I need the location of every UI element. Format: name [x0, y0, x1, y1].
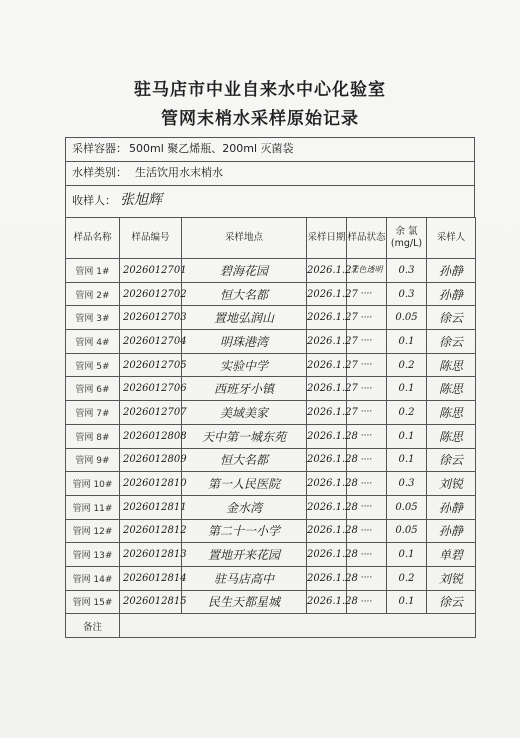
sample-state: ···· — [347, 353, 387, 377]
sample-state: ···· — [347, 472, 387, 496]
header-date: 采样日期 — [307, 218, 347, 259]
table-row — [66, 353, 476, 377]
sample-location: 恒大名都 — [182, 282, 307, 306]
residual-chlorine: 0.3 — [387, 259, 427, 283]
header-code: 样品编号 — [120, 218, 182, 259]
residual-chlorine: 0.1 — [387, 330, 427, 354]
table-row — [66, 566, 476, 590]
residual-chlorine: 0.1 — [387, 543, 427, 567]
sample-code: 2026012707 — [120, 401, 182, 425]
sample-name: 管网 2# — [66, 282, 120, 306]
sample-date: 2026.1.28 — [307, 495, 347, 519]
remark-label: 备注 — [66, 614, 120, 638]
table-header-row — [66, 218, 476, 259]
sample-state: ···· — [347, 330, 387, 354]
sample-location: 民生天都星城 — [182, 590, 307, 614]
sample-location: 置地弘润山 — [182, 306, 307, 330]
sampler-name: 陈思 — [427, 401, 476, 425]
sample-name: 管网 11# — [66, 495, 120, 519]
sample-state: ···· — [347, 590, 387, 614]
sample-table — [65, 217, 476, 638]
residual-chlorine: 0.3 — [387, 472, 427, 496]
receiver-signature: 张旭辉 — [120, 192, 162, 208]
sampler-name: 孙静 — [427, 282, 476, 306]
sample-name: 管网 9# — [66, 448, 120, 472]
sample-date: 2026.1.27 — [307, 330, 347, 354]
sampler-name: 徐云 — [427, 330, 476, 354]
table-row — [66, 495, 476, 519]
sample-code: 2026012705 — [120, 353, 182, 377]
receiver-row — [65, 185, 475, 217]
sampler-name: 陈思 — [427, 353, 476, 377]
residual-chlorine: 0.1 — [387, 377, 427, 401]
sample-state: ···· — [347, 448, 387, 472]
sample-state: ···· — [347, 282, 387, 306]
sample-code: 2026012808 — [120, 424, 182, 448]
sample-location: 金水湾 — [182, 495, 307, 519]
sampler-name: 孙静 — [427, 495, 476, 519]
sample-state: ···· — [347, 306, 387, 330]
sample-name: 管网 15# — [66, 590, 120, 614]
sample-location: 恒大名都 — [182, 448, 307, 472]
sample-date: 2026.1.28 — [307, 448, 347, 472]
sample-code: 2026012701 — [120, 259, 182, 283]
table-row — [66, 448, 476, 472]
sample-location: 第一人民医院 — [182, 472, 307, 496]
remark-value — [120, 614, 476, 638]
sample-name: 管网 5# — [66, 353, 120, 377]
residual-chlorine: 0.1 — [387, 590, 427, 614]
sample-date: 2026.1.28 — [307, 424, 347, 448]
residual-chlorine: 0.2 — [387, 401, 427, 425]
sample-date: 2026.1.27 — [307, 401, 347, 425]
sample-location: 碧海花园 — [182, 259, 307, 283]
sample-type-label: 水样类别： — [72, 166, 127, 179]
header-chlorine: 余 氯 (mg/L) — [387, 218, 427, 259]
container-value: 500ml 聚乙烯瓶、200ml 灭菌袋 — [129, 142, 294, 155]
residual-chlorine: 0.1 — [387, 424, 427, 448]
table-row — [66, 259, 476, 283]
sample-state: ···· — [347, 566, 387, 590]
sampler-name: 孙静 — [427, 259, 476, 283]
sample-location: 西班牙小镇 — [182, 377, 307, 401]
sampler-name: 徐云 — [427, 590, 476, 614]
sample-state: 无色透明 — [347, 259, 387, 283]
sampler-name: 徐云 — [427, 448, 476, 472]
table-row — [66, 306, 476, 330]
sample-code: 2026012809 — [120, 448, 182, 472]
sample-date: 2026.1.28 — [307, 590, 347, 614]
sample-date: 2026.1.27 — [307, 259, 347, 283]
sampler-name: 刘锐 — [427, 472, 476, 496]
residual-chlorine: 0.2 — [387, 353, 427, 377]
sample-location: 置地开来花园 — [182, 543, 307, 567]
header-location: 采样地点 — [182, 218, 307, 259]
sample-state: ···· — [347, 519, 387, 543]
sample-location: 实验中学 — [182, 353, 307, 377]
residual-chlorine: 0.05 — [387, 519, 427, 543]
sample-code: 2026012812 — [120, 519, 182, 543]
sampler-name: 陈思 — [427, 377, 476, 401]
header-name: 样品名称 — [66, 218, 120, 259]
sampler-name: 陈思 — [427, 424, 476, 448]
sample-code: 2026012810 — [120, 472, 182, 496]
sample-date: 2026.1.28 — [307, 566, 347, 590]
sample-date: 2026.1.28 — [307, 519, 347, 543]
sample-date: 2026.1.27 — [307, 306, 347, 330]
sample-code: 2026012702 — [120, 282, 182, 306]
sample-type-row — [65, 161, 475, 185]
sample-name: 管网 7# — [66, 401, 120, 425]
residual-chlorine: 0.3 — [387, 282, 427, 306]
sample-state: ···· — [347, 543, 387, 567]
table-row — [66, 519, 476, 543]
sample-name: 管网 10# — [66, 472, 120, 496]
sample-type-value: 生活饮用水末梢水 — [135, 166, 223, 179]
residual-chlorine: 0.1 — [387, 448, 427, 472]
table-row — [66, 377, 476, 401]
sample-date: 2026.1.28 — [307, 472, 347, 496]
table-row — [66, 282, 476, 306]
sample-code: 2026012813 — [120, 543, 182, 567]
sample-name: 管网 8# — [66, 424, 120, 448]
sample-state: ···· — [347, 377, 387, 401]
container-label: 采样容器： — [72, 142, 127, 155]
sample-name: 管网 6# — [66, 377, 120, 401]
sample-date: 2026.1.27 — [307, 282, 347, 306]
sample-name: 管网 1# — [66, 259, 120, 283]
residual-chlorine: 0.05 — [387, 495, 427, 519]
table-row — [66, 401, 476, 425]
sample-code: 2026012815 — [120, 590, 182, 614]
sample-code: 2026012706 — [120, 377, 182, 401]
sample-state: ···· — [347, 424, 387, 448]
residual-chlorine: 0.2 — [387, 566, 427, 590]
sample-location: 天中第一城东苑 — [182, 424, 307, 448]
sample-date: 2026.1.27 — [307, 353, 347, 377]
header-state: 样品状态 — [347, 218, 387, 259]
sample-location: 驻马店高中 — [182, 566, 307, 590]
sample-state: ···· — [347, 401, 387, 425]
table-row — [66, 590, 476, 614]
sampler-name: 徐云 — [427, 306, 476, 330]
sampler-name: 单碧 — [427, 543, 476, 567]
sample-date: 2026.1.27 — [307, 377, 347, 401]
sample-name: 管网 3# — [66, 306, 120, 330]
lab-title: 驻马店市中业自来水中心化验室 — [134, 80, 386, 100]
container-row — [65, 137, 475, 161]
header-sampler: 采样人 — [427, 218, 476, 259]
remark-row — [66, 614, 476, 638]
residual-chlorine: 0.05 — [387, 306, 427, 330]
table-row — [66, 330, 476, 354]
table-row — [66, 543, 476, 567]
receiver-label: 收样人： — [72, 194, 116, 207]
sampler-name: 孙静 — [427, 519, 476, 543]
sample-date: 2026.1.28 — [307, 543, 347, 567]
sample-name: 管网 4# — [66, 330, 120, 354]
sample-name: 管网 13# — [66, 543, 120, 567]
sample-code: 2026012811 — [120, 495, 182, 519]
sample-code: 2026012703 — [120, 306, 182, 330]
form-title: 管网末梢水采样原始记录 — [161, 109, 359, 129]
sample-location: 美域美家 — [182, 401, 307, 425]
sampler-name: 刘锐 — [427, 566, 476, 590]
table-row — [66, 424, 476, 448]
sample-location: 明珠港湾 — [182, 330, 307, 354]
sample-code: 2026012704 — [120, 330, 182, 354]
sample-state: ···· — [347, 495, 387, 519]
sample-location: 第二十一小学 — [182, 519, 307, 543]
sample-code: 2026012814 — [120, 566, 182, 590]
sample-name: 管网 12# — [66, 519, 120, 543]
table-row — [66, 472, 476, 496]
sample-name: 管网 14# — [66, 566, 120, 590]
